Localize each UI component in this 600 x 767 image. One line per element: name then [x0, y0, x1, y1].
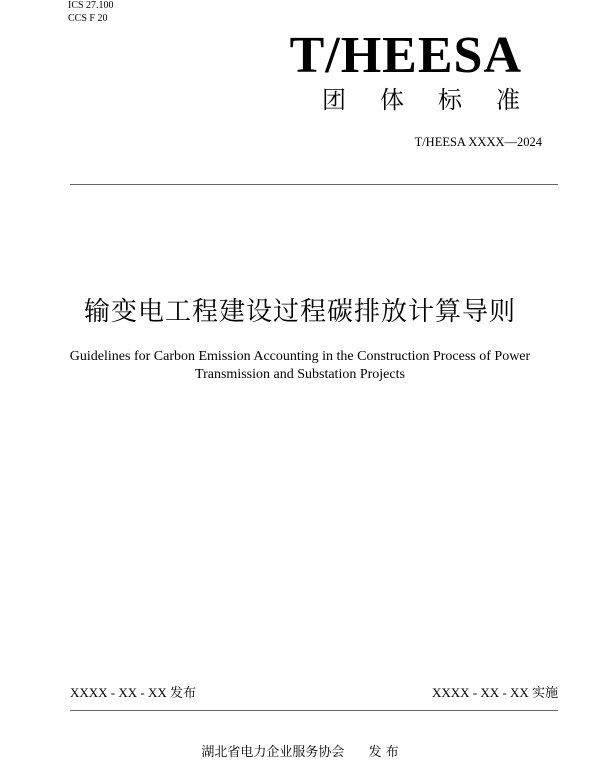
implement-date: XXXX - XX - XX 实施 [431, 685, 558, 700]
issuer-name: 湖北省电力企业服务协会 [201, 745, 345, 760]
ccs-code: CCS F 20 [68, 13, 108, 24]
document-title-english [60, 348, 540, 384]
standard-number: T/HEESA XXXX—2024 [414, 135, 542, 149]
document-title-english-line2: Transmission and Substation Projects [195, 367, 405, 382]
ics-code: ICS 27.100 [68, 0, 114, 11]
document-title-english-line1: Guidelines for Carbon Emission Accounting in the Construction Process of Power [69, 349, 531, 364]
issuer-action: 发 布 [368, 745, 399, 760]
issuer-line [0, 745, 600, 761]
standard-brand-logo: T/HEESA [289, 27, 522, 84]
standard-type-label: 团体标准 [322, 86, 554, 114]
document-title-chinese: 输变电工程建设过程碳排放计算导则 [83, 297, 516, 327]
publish-date: XXXX - XX - XX 发布 [70, 685, 197, 700]
footer-divider [70, 710, 558, 711]
header-divider [70, 184, 558, 185]
